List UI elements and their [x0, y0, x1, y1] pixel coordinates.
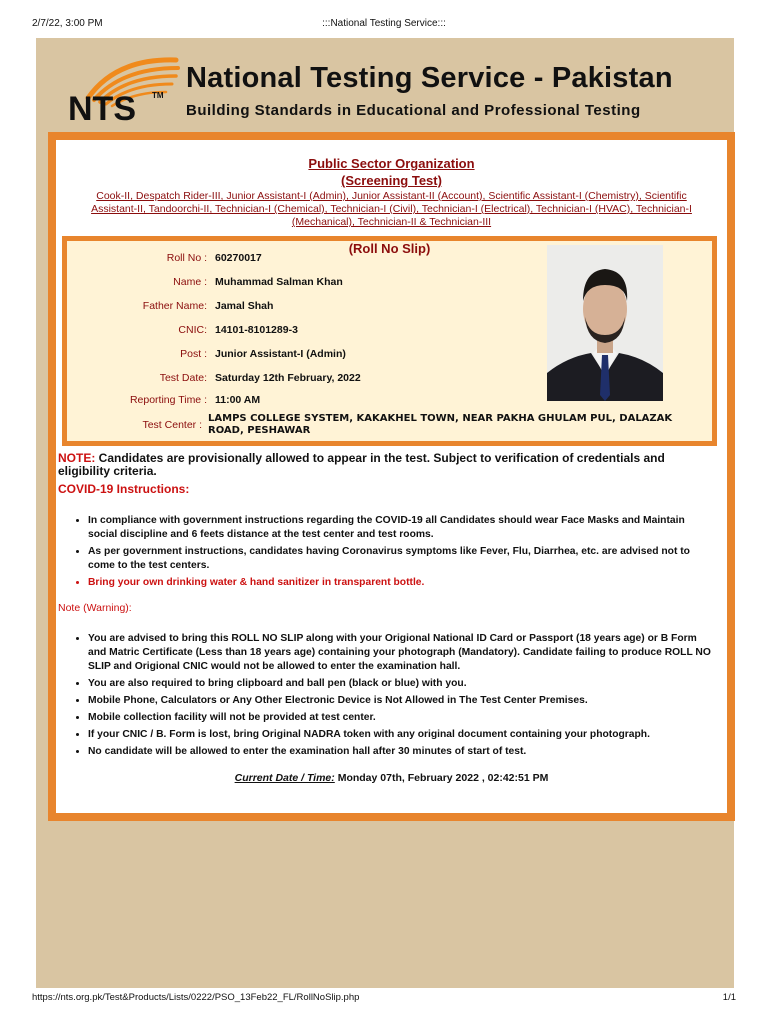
field-label: Test Center :: [142, 419, 202, 431]
field-label: Name :: [173, 276, 207, 288]
current-date-value: Monday 07th, February 2022 , 02:42:51 PM: [334, 772, 549, 784]
note-text: [58, 452, 698, 478]
field-value: 14101-8101289-3: [215, 324, 298, 336]
site-title: National Testing Service - Pakistan: [186, 62, 673, 94]
field-value: 60270017: [215, 252, 262, 264]
site-subtitle: Building Standards in Educational and Professional Testing: [186, 102, 641, 119]
field-value: Junior Assistant-I (Admin): [215, 348, 346, 360]
roll-no-slip-box: [62, 236, 717, 446]
list-item: • Mobile collection facility will not be provided at test center.: [88, 711, 716, 725]
covid-heading: COVID-19 Instructions:: [58, 482, 190, 496]
field-label: Father Name:: [142, 300, 207, 312]
copyright: ©2022 National Testing Service All Rights Reserved: [288, 788, 495, 798]
nts-header: [36, 38, 734, 130]
note-label: NOTE:: [58, 451, 96, 465]
logo-tm: TM: [152, 91, 164, 100]
slip-title: (Roll No Slip): [348, 241, 431, 256]
field-label: CNIC:: [178, 324, 207, 336]
print-datetime: 2/7/22, 3:00 PM: [32, 18, 103, 29]
field-value: LAMPS COLLEGE SYSTEM, KAKAKHEL TOWN, NEAR PAKHA GHULAM PUL, DALAZAK ROAD, PESHAWAR: [208, 413, 673, 436]
note-body: Candidates are provisionally allowed to appear in the test. Subject to verification of credentials and eligibility criteria.: [58, 451, 665, 478]
field-value: Saturday 12th February, 2022: [215, 372, 361, 384]
field-value: 11:00 AM: [215, 394, 261, 406]
field-label: Test Date:: [159, 372, 207, 384]
list-item: • In compliance with government instructions regarding the COVID-19 all Candidates should wear Face Masks and Maintain social discipline and 6 feets distance at the test center and test rooms.: [88, 514, 716, 542]
candidate-photo: [547, 245, 663, 401]
print-page-title: :::National Testing Service:::: [322, 18, 446, 29]
organization-name: Public Sector Organization: [308, 156, 475, 171]
field-value: Muhammad Salman Khan: [215, 276, 343, 288]
field-value: Jamal Shah: [215, 300, 274, 312]
print-page-number: 1/1: [722, 992, 736, 1003]
warning-heading: Note (Warning):: [58, 602, 132, 614]
roll-no-slip-page: [36, 38, 734, 988]
print-url: https://nts.org.pk/Test&Products/Lists/0222/PSO_13Feb22_FL/RollNoSlip.php: [32, 992, 360, 1003]
field-label: Post :: [180, 348, 207, 360]
list-item: • No candidate will be allowed to enter the examination hall after 30 minutes of start of test.: [88, 745, 716, 759]
current-date-time: [56, 772, 727, 784]
list-item: • You are also required to bring clipboard and ball pen (black or blue) with you.: [88, 677, 716, 691]
list-item: • Mobile Phone, Calculators or Any Other Electronic Device is Not Allowed in The Test Center Premises.: [88, 694, 716, 708]
nts-logo-icon: [66, 54, 206, 124]
print-footer: [32, 992, 736, 1004]
field-label: Roll No :: [166, 252, 207, 264]
logo-text: NTS: [68, 90, 136, 124]
test-type: (Screening Test): [341, 173, 442, 188]
posts-list: Cook-II, Despatch Rider-III, Junior Assistant-I (Admin), Junior Assistant-II (Account), Scientific Assistant-I (Chemistry), Scientific Assistant-II, Tandoorchi-II, Technician-I (Chemical), Technician-I (Civil), Technician-I (Electrical), Technician-I (HVAC), Technician-I (Mechanical), Technician-II & Technician-III: [91, 190, 692, 228]
current-date-label: Current Date / Time:: [234, 772, 335, 784]
slip-frame: [48, 132, 735, 821]
list-item: • You are advised to bring this ROLL NO SLIP along with your Origional National ID Card or Passport (18 years age) or B Form and Matric Certificate (Less than 18 years age) containing your photograph (Mandatory). Candidate failing to produce ROLL NO SLIP and Origional CNIC would not be allowed to enter the examination hall.: [88, 632, 716, 674]
covid-instructions-list: [74, 514, 716, 593]
print-header: [32, 18, 736, 30]
list-item: • As per government instructions, candidates having Coronavirus symptoms like Fever, Flu, Diarrhea, etc. are advised not to come to the test centers.: [88, 545, 716, 573]
field-label: Reporting Time :: [129, 394, 207, 406]
list-item: • If your CNIC / B. Form is lost, bring Original NADRA token with any original document containing your photograph.: [88, 728, 716, 742]
list-item: • Bring your own drinking water & hand sanitizer in transparent bottle.: [88, 576, 716, 590]
warning-list: [74, 632, 716, 762]
